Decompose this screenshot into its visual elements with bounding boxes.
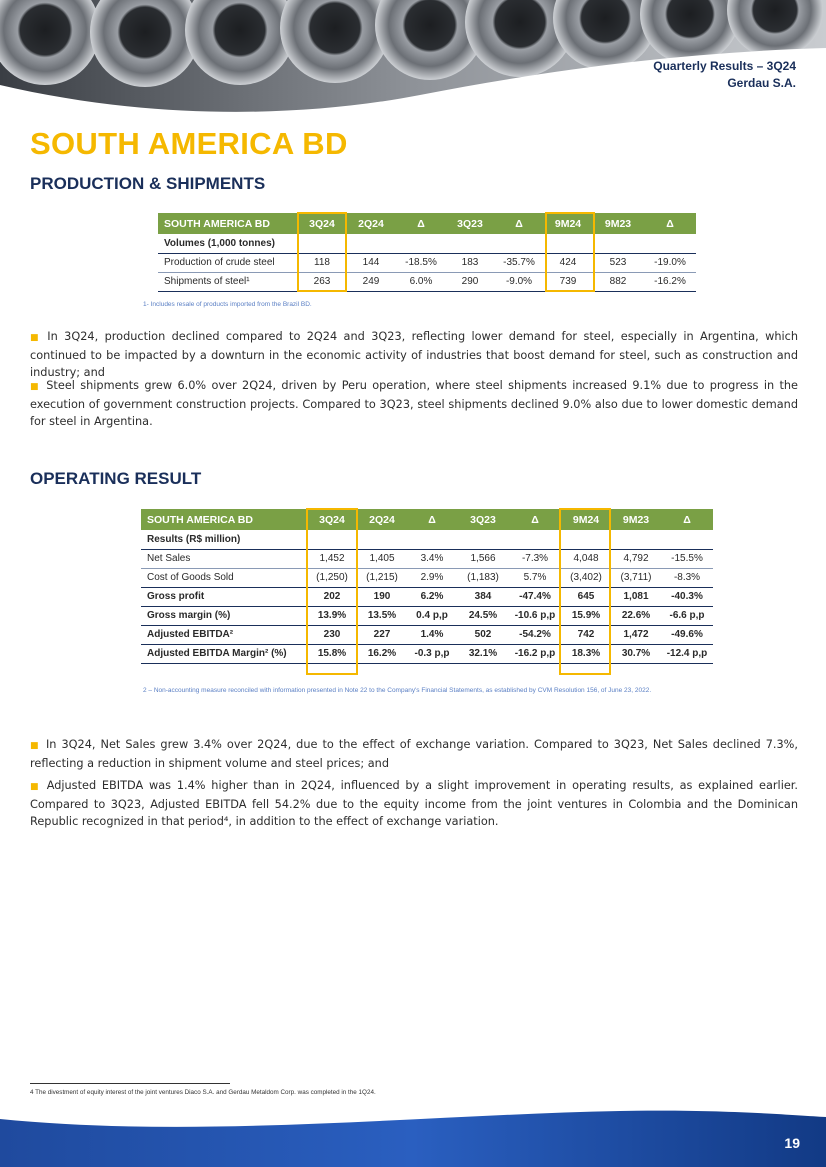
column-header: SOUTH AMERICA BD (141, 509, 307, 530)
table-cell: 18.3% (561, 644, 611, 663)
operating-heading: OPERATING RESULT (30, 469, 202, 488)
row-label: Adjusted EBITDA² (141, 625, 307, 644)
operating-paragraph: ■ Adjusted EBITDA was 1.4% higher than in 2Q24, influenced by a slight improvement in operating results, as explained earlier. Compared to 3Q23, Adjusted EBITDA fell 54.2% due to the equity income from the joint ventures in Colombia and the Dominican Republic recognized in that period⁴, in addition to the effect of exchange variation. (30, 779, 798, 828)
table-cell: 183 (446, 253, 494, 272)
table-cell: 15.8% (307, 644, 357, 663)
table-cell: 144 (346, 253, 396, 272)
footnote-divider (30, 1083, 230, 1084)
production-paragraph: ■ Steel shipments grew 6.0% over 2Q24, driven by Peru operation, where steel shipments increased 9.1% due to progress in the execution of government construction projects. Compared to 3Q23, steel shipments declined 9.0% also due to lower domestic demand for steel in Argentina. (30, 379, 798, 428)
production-heading: PRODUCTION & SHIPMENTS (30, 174, 266, 193)
row-label: Cost of Goods Sold (141, 568, 307, 587)
row-label: Net Sales (141, 549, 307, 568)
table-group-row (158, 234, 696, 253)
table-cell: 263 (298, 272, 346, 291)
table-cell: 645 (561, 587, 611, 606)
table-cell: 882 (592, 272, 644, 291)
table-cell: -47.4% (509, 587, 561, 606)
production-table-note: 1- Includes resale of products imported from the Brazil BD. (143, 301, 312, 308)
table-cell: 502 (457, 625, 509, 644)
table-cell: 5.7% (509, 568, 561, 587)
table-cell: 2.9% (407, 568, 457, 587)
column-header: 3Q23 (446, 213, 494, 234)
table-cell: -7.3% (509, 549, 561, 568)
group-label: Results (R$ million) (141, 530, 307, 549)
table-cell: -19.0% (644, 253, 696, 272)
table-cell: -49.6% (661, 625, 713, 644)
table-cell: 32.1% (457, 644, 509, 663)
column-header: 3Q23 (457, 509, 509, 530)
column-header: 2Q24 (357, 509, 407, 530)
row-label: Production of crude steel (158, 253, 298, 272)
row-label: Gross margin (%) (141, 606, 307, 625)
table-cell: -9.0% (494, 272, 544, 291)
row-label: Shipments of steel¹ (158, 272, 298, 291)
section-title: SOUTH AMERICA BD (30, 126, 348, 161)
operating-paragraph: ■ In 3Q24, Net Sales grew 3.4% over 2Q24, due to the effect of exchange variation. Compared to 3Q23, Net Sales declined 7.3%, reflecting a reduction in shipment volume and steel prices; and (30, 738, 798, 770)
column-header: 3Q24 (307, 509, 357, 530)
bullet-icon: ■ (30, 382, 41, 392)
production-table (158, 213, 696, 292)
column-header: Δ (407, 509, 457, 530)
table-cell: 424 (544, 253, 592, 272)
table-cell: 384 (457, 587, 509, 606)
column-header: Δ (494, 213, 544, 234)
table-cell: 739 (544, 272, 592, 291)
table-cell: 1,566 (457, 549, 509, 568)
footer-wave-graphic (0, 1107, 826, 1167)
table-cell: 742 (561, 625, 611, 644)
column-header: 2Q24 (346, 213, 396, 234)
table-cell: -15.5% (661, 549, 713, 568)
table-cell: 1,472 (611, 625, 661, 644)
table-cell: (1,250) (307, 568, 357, 587)
table-cell: (3,711) (611, 568, 661, 587)
table-cell: -16.2% (644, 272, 696, 291)
row-label: Gross profit (141, 587, 307, 606)
table-cell: 230 (307, 625, 357, 644)
table-row (141, 606, 713, 625)
column-header: 9M23 (611, 509, 661, 530)
table-cell: -0.3 p,p (407, 644, 457, 663)
table-cell: 6.2% (407, 587, 457, 606)
production-header-row (158, 213, 696, 234)
table-cell: 30.7% (611, 644, 661, 663)
bullet-icon: ■ (30, 782, 41, 792)
table-cell: -40.3% (661, 587, 713, 606)
table-cell: 0.4 p,p (407, 606, 457, 625)
table-cell: 1,081 (611, 587, 661, 606)
table-cell: -10.6 p,p (509, 606, 561, 625)
column-header: 9M24 (561, 509, 611, 530)
table-cell: 22.6% (611, 606, 661, 625)
column-header: SOUTH AMERICA BD (158, 213, 298, 234)
table-row (158, 272, 696, 291)
column-header: 9M23 (592, 213, 644, 234)
table-cell: 249 (346, 272, 396, 291)
table-cell: 118 (298, 253, 346, 272)
table-group-row (141, 530, 713, 549)
report-header (653, 58, 796, 92)
table-cell: -18.5% (396, 253, 446, 272)
table-cell: 13.5% (357, 606, 407, 625)
report-title: Quarterly Results – 3Q24 (653, 59, 796, 73)
table-row (141, 549, 713, 568)
table-cell: (1,215) (357, 568, 407, 587)
table-cell: 523 (592, 253, 644, 272)
table-row (141, 587, 713, 606)
table-cell: 1,452 (307, 549, 357, 568)
table-cell: -16.2 p,p (509, 644, 561, 663)
footnote: 4 The divestment of equity interest of the joint ventures Diaco S.A. and Gerdau Metaldom Corp. was completed in the 1Q24. (30, 1089, 376, 1096)
company-name: Gerdau S.A. (727, 76, 796, 90)
table-cell: 16.2% (357, 644, 407, 663)
column-header: 9M24 (544, 213, 592, 234)
operating-table (141, 509, 713, 664)
table-cell: 290 (446, 272, 494, 291)
group-label: Volumes (1,000 tonnes) (158, 234, 298, 253)
table-row (141, 644, 713, 663)
table-cell: 15.9% (561, 606, 611, 625)
table-cell: 1,405 (357, 549, 407, 568)
table-row (141, 625, 713, 644)
bullet-icon: ■ (30, 741, 40, 751)
bullet-icon: ■ (30, 333, 42, 343)
table-cell: 3.4% (407, 549, 457, 568)
table-cell: 4,048 (561, 549, 611, 568)
production-paragraph: ■ In 3Q24, production declined compared to 2Q24 and 3Q23, reflecting lower demand for steel, especially in Argentina, which continued to be impacted by a downturn in the economic activity of industries that boost demand for steel, such as construction and industry; and (30, 330, 798, 379)
table-cell: -54.2% (509, 625, 561, 644)
table-cell: 24.5% (457, 606, 509, 625)
table-row (141, 568, 713, 587)
column-header: Δ (661, 509, 713, 530)
column-header: 3Q24 (298, 213, 346, 234)
table-cell: -8.3% (661, 568, 713, 587)
table-row (158, 253, 696, 272)
table-cell: (3,402) (561, 568, 611, 587)
table-cell: (1,183) (457, 568, 509, 587)
table-cell: 4,792 (611, 549, 661, 568)
operating-table-note: 2 – Non-accounting measure reconciled with information presented in Note 22 to the Company's Financial Statements, as established by CVM Resolution 156, of June 23, 2022. (143, 687, 652, 694)
column-header: Δ (509, 509, 561, 530)
column-header: Δ (396, 213, 446, 234)
table-cell: -6.6 p,p (661, 606, 713, 625)
table-cell: 1.4% (407, 625, 457, 644)
table-cell: 190 (357, 587, 407, 606)
column-header: Δ (644, 213, 696, 234)
row-label: Adjusted EBITDA Margin² (%) (141, 644, 307, 663)
table-cell: 6.0% (396, 272, 446, 291)
table-cell: 13.9% (307, 606, 357, 625)
table-cell: 227 (357, 625, 407, 644)
page-number: 19 (784, 1135, 800, 1151)
table-cell: -35.7% (494, 253, 544, 272)
table-cell: 202 (307, 587, 357, 606)
operating-header-row (141, 509, 713, 530)
table-cell: -12.4 p,p (661, 644, 713, 663)
